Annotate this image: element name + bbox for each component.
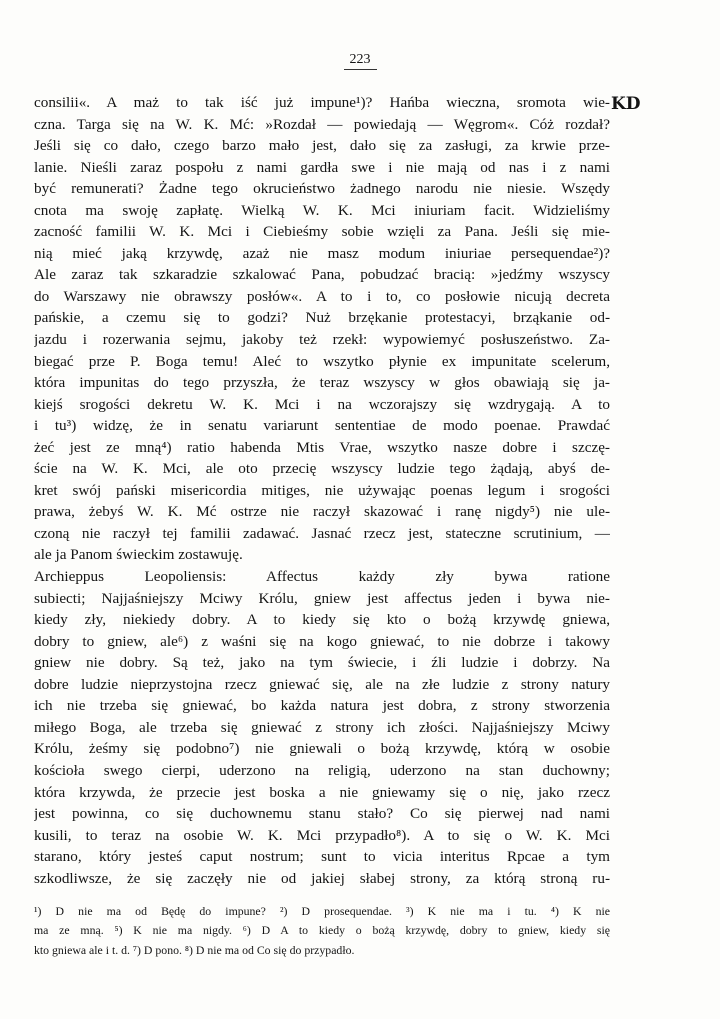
footnotes — [34, 902, 610, 960]
text-line: kret swój pański misericordia mitiges, nie używając poenas legum i srogości — [34, 481, 610, 499]
text-line: jazdu i rozerwania sejmu, jakoby też rzekł: wypowiemyć posłuszeństwo. Za- — [34, 331, 610, 349]
text-line: do Warszawy nie obrawszy posłów«. A to i to, co posłowie nicują decreta — [34, 287, 610, 305]
text-line: starano, który jesteś caput nostrum; sunt to vicia interitus Rpcae a tym — [34, 848, 610, 866]
text-line: kiedy zły, niekiedy dobry. A to kiedy się kto o bożą krzywdę gniewa, — [34, 611, 610, 629]
text-line: czna. Targa się na W. K. Mć: »Rozdał — powiedają — Węgrom«. Cóż rozdał? — [34, 115, 610, 133]
text-line: ich nie trzeba się gniewać, bo każda natura jest dobra, z strony stworzenia — [34, 697, 610, 715]
text-line: lanie. Nieśli zaraz pospołu z nami gardła swe i nie mają od nas i z nami — [34, 158, 610, 176]
text-line: dobre ludzie nieprzystojna rzecz gniewać się, ale na złe ludzie z strony natury — [34, 675, 610, 693]
text-line: Archieppus Leopoliensis: Affectus każdy zły bywa ratione — [34, 568, 610, 586]
page-number: 223 — [0, 52, 720, 70]
text-line: consilii«. A maż to tak iść już impune¹)? Hańba wieczna, sromota wie- — [34, 94, 610, 111]
text-line: Jeśli się co dało, czego barzo mało jest, dało się za zasługi, za krwie prze- — [34, 137, 610, 155]
text-line: Królu, żeśmy się podobno⁷) nie gniewali o bożą krzywdę, którą w osobie — [34, 740, 610, 758]
text-line: miłego Boga, ale trzeba się gniewać z strony ich złości. Najjaśniejszy Mciwy — [34, 718, 610, 736]
text-line: żeć jest ze mną⁴) ratio habenda Mtis Vrae, wszytko nasze dobre i szczę- — [34, 438, 610, 456]
text-line: jest powinna, co się duchownemu stanu stało? Co się pierwej nad nami — [34, 805, 610, 823]
text-line: szkodliwsze, że się zaczęły nie od jakiej słabej strony, za którą stroną ru- — [34, 869, 610, 887]
text-line: dobry to gniew, ale⁶) z waśni się na kogo gniewać, to nie dobrze i takowy — [34, 632, 610, 650]
text-line: czoną nie raczył tej familii zadawać. Jasnać rzecz jest, stateczne scrutinium, — — [34, 524, 610, 542]
text-line: prawa, żebyś W. K. Mć ostrze nie raczył skazować i ranę nigdy⁵) nie ule- — [34, 503, 610, 521]
text-line: pańskie, a czemu się to godzi? Nuż brzękanie protestacyi, brząkanie od- — [34, 309, 610, 327]
text-line: ale ja Panom świeckim zostawuję. — [34, 546, 243, 564]
text-line: być remunerati? Żadne tego okrucieństwo żadnego narodu nie niesie. Wszędy — [34, 180, 610, 198]
text-line: Ale zaraz tak szkaradzie szkalować Pana, pobudzać bracią: »jedźmy wszyscy — [34, 266, 610, 284]
text-line: gniew nie dobry. Są też, jako na tym świecie, i źli ludzie i dobrzy. Na — [34, 654, 610, 672]
text-line: biegać prze P. Boga temu! Aleć to wszytko płynie ex impunitate scelerum, — [34, 352, 610, 370]
text-line: kusili, to teraz na osobie W. K. Mci przypadło⁸). A to się o W. K. Mci — [34, 826, 610, 844]
text-line: kiejś srogości dekretu W. K. Mci i na wczorajszy się wzdrygają. A to — [34, 395, 610, 413]
side-mark: KD — [611, 94, 641, 114]
text-line: subiecti; Najjaśniejszy Mciwy Królu, gniew jest affectus jeden i bywa nie- — [34, 589, 610, 607]
text-line: cnota ma swoję zapłatę. Wielką W. K. Mci iniuriam facit. Widzieliśmy — [34, 201, 610, 219]
text-line: zacność familii W. K. Mci i Ciebieśmy sobie wzięli za Pana. Jeśli się mie- — [34, 223, 610, 241]
text-line: która impunitas do tego przyszła, że teraz wszyscy w głos obawiają się ja- — [34, 374, 610, 392]
text-line: ście na W. K. Mci, ale oto przecię wszyscy ludzie tego żądają, abyś de- — [34, 460, 610, 478]
body-text — [34, 92, 610, 889]
text-line: która krzywda, że przecie jest boska a nie gniewamy się o nię, jako rzecz — [34, 783, 610, 801]
footnote-line: ¹) D nie ma od Będę do impune? ²) D prosequendae. ³) K nie ma i tu. ⁴) K nie — [34, 904, 610, 918]
text-line: nią mieć jaką krzywdę, azaż nie masz modum iniuriae persequendae²)? — [34, 244, 610, 262]
footnote-line: kto gniewa ale i t. d. ⁷) D pono. ⁸) D nie ma od Co się do przypadło. — [34, 942, 355, 957]
footnote-line: ma ze mną. ⁵) K nie ma nigdy. ⁶) D A to kiedy o bożą krzywdę, dobry to gniew, kiedy się — [34, 923, 610, 938]
text-line: kościoła swego cierpi, uderzono na religią, uderzono na stan duchowny; — [34, 761, 610, 779]
text-line: i tu³) widzę, że in senatu variarunt sententiae de modo poenae. Prawdać — [34, 417, 610, 435]
